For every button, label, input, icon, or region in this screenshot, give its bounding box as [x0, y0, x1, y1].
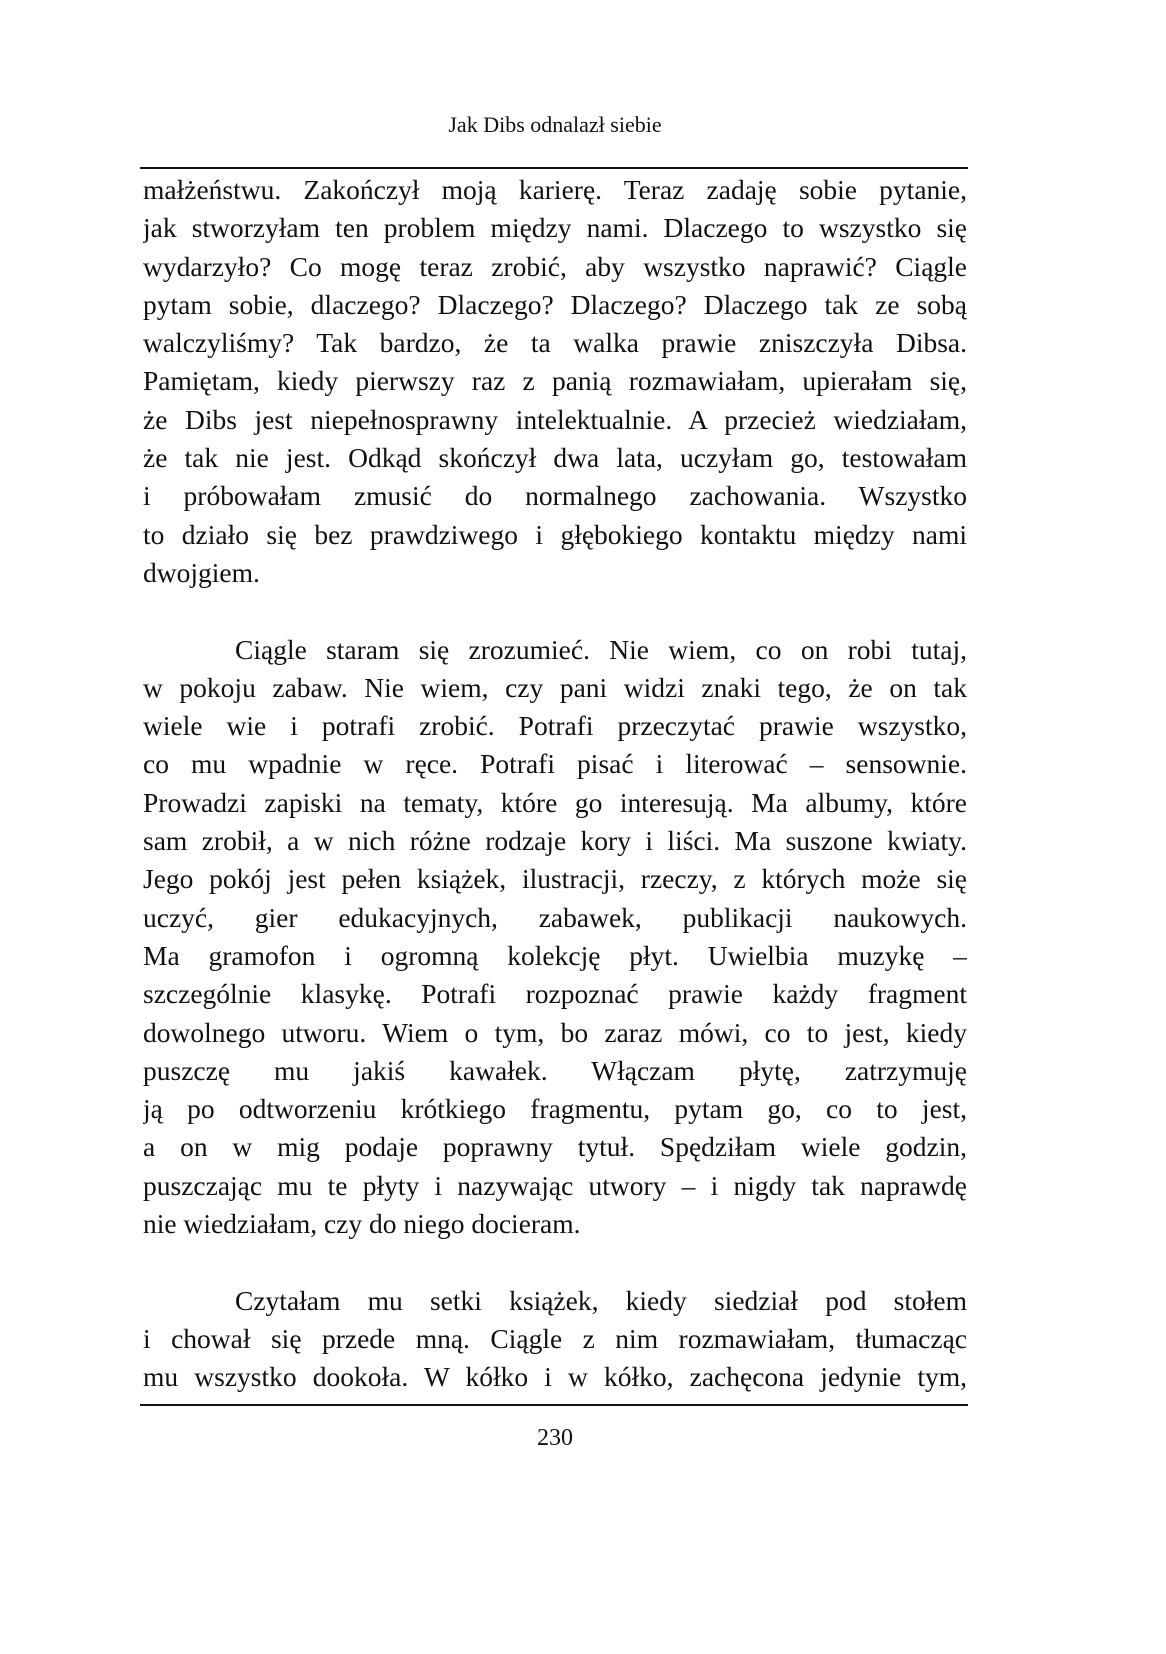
running-header: Jak Dibs odnalazł siebie — [448, 112, 662, 137]
text-line: puszczając mu te płyty i nazywając utwory – i nigdy tak naprawdę — [143, 1169, 967, 1201]
text-line: Ma gramofon i ogromną kolekcję płyt. Uwielbia muzykę – — [143, 939, 967, 971]
text-line: ją po odtworzeniu krótkiego fragmentu, pytam go, co to jest, — [143, 1093, 967, 1125]
paragraph — [143, 1282, 967, 1397]
text-line: nie wiedziałam, czy do niego docieram. — [143, 1208, 581, 1240]
text-line: uczyć, gier edukacyjnych, zabawek, publikacji naukowych. — [143, 901, 967, 933]
text-line: Ciągle staram się zrozumieć. Nie wiem, co on robi tutaj, — [235, 633, 967, 665]
footer-rule — [140, 1404, 968, 1406]
text-line: pytam sobie, dlaczego? Dlaczego? Dlaczego? Dlaczego tak ze sobą — [143, 288, 967, 320]
paragraph — [143, 631, 967, 1244]
paragraph — [143, 171, 967, 592]
text-line: że Dibs jest niepełnosprawny intelektualnie. A przecież wiedziałam, — [143, 403, 967, 435]
text-line: Pamiętam, kiedy pierwszy raz z panią rozmawiałam, upierałam się, — [143, 365, 967, 397]
text-line: a on w mig podaje poprawny tytuł. Spędziłam wiele godzin, — [143, 1131, 967, 1163]
text-line: jak stworzyłam ten problem między nami. Dlaczego to wszystko się — [143, 212, 967, 244]
header-rule — [140, 167, 968, 169]
text-line: wydarzyło? Co mogę teraz zrobić, aby wszystko naprawić? Ciągle — [143, 250, 967, 282]
text-line: walczyliśmy? Tak bardzo, że ta walka prawie zniszczyła Dibsa. — [143, 327, 967, 359]
text-line: co mu wpadnie w ręce. Potrafi pisać i literować – sensownie. — [143, 748, 967, 780]
text-line: i chował się przede mną. Ciągle z nim rozmawiałam, tłumacząc — [143, 1322, 967, 1354]
text-line: sam zrobił, a w nich różne rodzaje kory i liści. Ma suszone kwiaty. — [143, 825, 967, 857]
text-line: w pokoju zabaw. Nie wiem, czy pani widzi znaki tego, że on tak — [143, 671, 967, 703]
text-line: wiele wie i potrafi zrobić. Potrafi przeczytać prawie wszystko, — [143, 710, 967, 742]
text-line: szczególnie klasykę. Potrafi rozpoznać prawie każdy fragment — [143, 978, 967, 1010]
text-line: małżeństwu. Zakończył moją karierę. Teraz zadaję sobie pytanie, — [143, 174, 967, 205]
text-line: mu wszystko dookoła. W kółko i w kółko, zachęcona jedynie tym, — [143, 1361, 967, 1393]
text-line: puszczę mu jakiś kawałek. Włączam płytę, zatrzymuję — [143, 1054, 967, 1086]
page-number: 230 — [537, 1425, 573, 1451]
text-line: dowolnego utworu. Wiem o tym, bo zaraz mówi, co to jest, kiedy — [143, 1016, 967, 1048]
page-body — [143, 171, 967, 1397]
text-line: Czytałam mu setki książek, kiedy siedział pod stołem — [235, 1284, 967, 1316]
text-line: to działo się bez prawdziwego i głębokiego kontaktu między nami — [143, 518, 967, 550]
text-line: dwojgiem. — [143, 556, 260, 588]
text-line: i próbowałam zmusić do normalnego zachowania. Wszystko — [143, 480, 967, 512]
paragraph-gap — [143, 592, 967, 630]
text-line: Jego pokój jest pełen książek, ilustracji, rzeczy, z których może się — [143, 863, 967, 895]
text-line: Prowadzi zapiski na tematy, które go interesują. Ma albumy, które — [143, 786, 967, 818]
paragraph-gap — [143, 1243, 967, 1281]
text-line: że tak nie jest. Odkąd skończył dwa lata, uczyłam go, testowałam — [143, 442, 967, 474]
